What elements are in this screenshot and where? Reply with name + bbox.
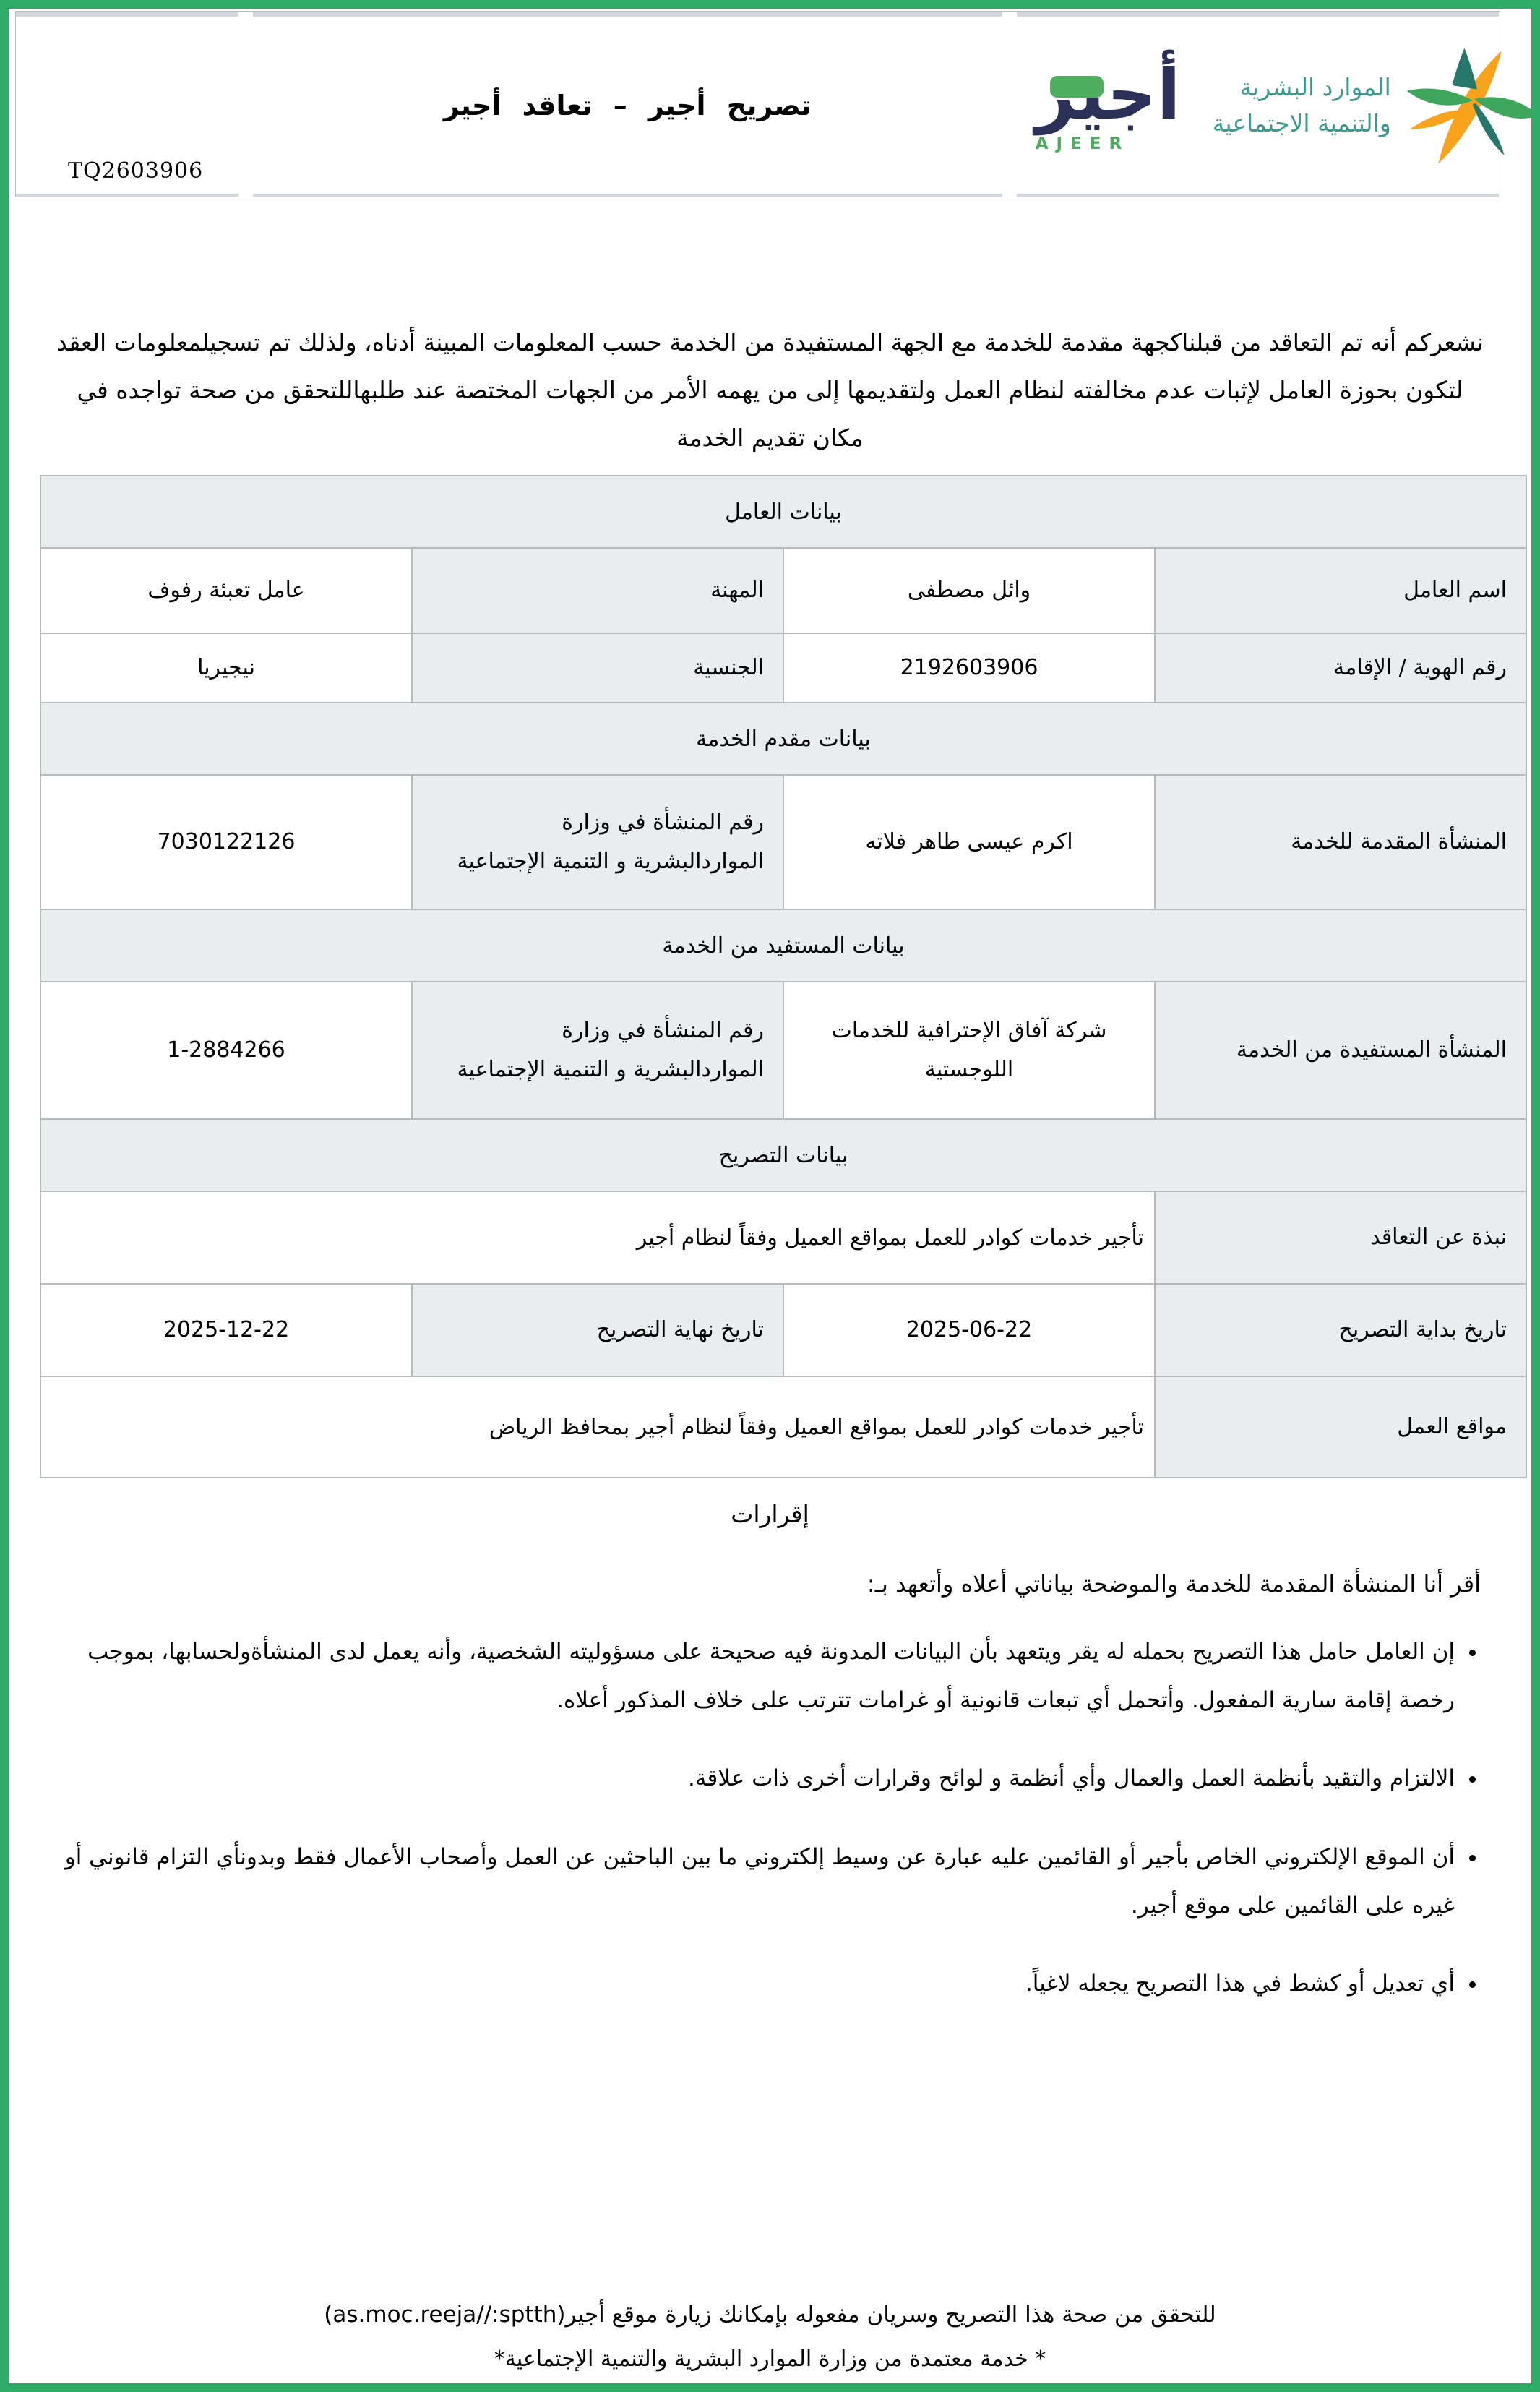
worker-name-row <box>40 548 1526 633</box>
beneficiary-section-title: بيانات المستفيد من الخدمة <box>40 909 1526 982</box>
page-title: تصريح أجير – تعاقد أجير <box>443 89 812 121</box>
permit-number: TQ2603906 <box>68 158 204 184</box>
ministry-logo <box>1213 45 1540 166</box>
ajeer-arabic-wordmark: أجير <box>1035 53 1181 135</box>
declarations-heading: إقرارات <box>731 1500 809 1528</box>
permit-dates-row <box>40 1284 1526 1376</box>
provider-section-title: بيانات مقدم الخدمة <box>40 703 1526 775</box>
declarations-list <box>52 1628 1488 2008</box>
provider-section-row <box>40 703 1526 775</box>
worker-profession-value: عامل تعبئة رفوف <box>40 548 412 633</box>
contract-summary-row <box>40 1191 1526 1284</box>
worker-name-label: اسم العامل <box>1155 548 1526 633</box>
worker-section-title: بيانات العامل <box>40 476 1526 548</box>
permit-section-title: بيانات التصريح <box>40 1119 1526 1191</box>
worker-nationality-label: الجنسية <box>412 633 783 703</box>
ministry-name-line2: والتنمية الاجتماعية <box>1212 108 1391 137</box>
header-title-cell <box>253 12 1002 197</box>
worker-id-value: 2192603906 <box>783 633 1155 703</box>
beneficiary-section-row <box>40 909 1526 982</box>
provider-mol-number-label: رقم المنشأة في وزارة المواردالبشرية و التنمية الإجتماعية <box>412 775 783 909</box>
header-logos-cell <box>1017 12 1499 197</box>
permit-end-date-label: تاريخ نهاية التصريح <box>412 1284 783 1376</box>
intro-paragraph: نشعركم أنه تم التعاقد من قبلناكجهة مقدمة للخدمة مع الجهة المستفيدة من الخدمة حسب المعلومات المبينة أدناه، ولذلك تم تسجيلمعلومات العقد لتكون بحوزة العامل لإثبات عدم مخالفته لنظام العمل ولتقديمها إلى من يهمه الأمر من الجهات المختصة عند طلبهاللتحقق من صحة تواجده في مكان تقديم الخدمة <box>56 328 1484 452</box>
provider-row <box>40 775 1526 909</box>
provider-establishment-label: المنشأة المقدمة للخدمة <box>1155 775 1526 909</box>
beneficiary-establishment-label: المنشأة المستفيدة من الخدمة <box>1155 982 1526 1119</box>
header-left-cell <box>16 12 238 197</box>
worker-section-row <box>40 476 1526 548</box>
provider-establishment-value: اكرم عيسى طاهر فلاته <box>783 775 1155 909</box>
beneficiary-establishment-value: شركة آفاق الإحترافية للخدمات اللوجستية <box>783 982 1155 1119</box>
beneficiary-mol-number-label: رقم المنشأة في وزارة المواردالبشرية و التنمية الإجتماعية <box>412 982 783 1119</box>
worker-id-row <box>40 633 1526 703</box>
worker-profession-label: المهنة <box>412 548 783 633</box>
declaration-item: • أي تعديل أو كشط في هذا التصريح يجعله لاغياً. <box>52 1960 1458 2008</box>
work-locations-label: مواقع العمل <box>1155 1376 1526 1478</box>
declarations-intro: أقر أنا المنشأة المقدمة للخدمة والموضحة بياناتي أعلاه وأتعهد بـ: <box>866 1570 1481 1598</box>
worker-nationality-value: نيجيريا <box>40 633 412 703</box>
beneficiary-mol-number-value: 1-2884266 <box>40 982 412 1119</box>
ministry-name <box>1213 69 1391 141</box>
worker-name-value: وائل مصطفى <box>783 548 1155 633</box>
permit-start-date-label: تاريخ بداية التصريح <box>1155 1284 1526 1376</box>
permit-section-row <box>40 1119 1526 1191</box>
header <box>15 11 1500 197</box>
declaration-item: • إن العامل حامل هذا التصريح بحمله له يقر ويتعهد بأن البيانات المدونة فيه صحيحة على مسؤوليته الشخصية، وأنه يعمل لدى المنشأةولحسابها، بموجب رخصة إقامة سارية المفعول. وأتحمل أي تبعات قانونية أو غرامات تترتب على خلاف المذكور أعلاه. <box>52 1628 1458 1724</box>
beneficiary-row <box>40 982 1526 1119</box>
declaration-item: • أن الموقع الإلكتروني الخاص بأجير أو القائمين عليه عبارة عن وسيط إلكتروني ما بين الباحثين عن العمل وأصحاب الأعمال فقط وبدونأي التزام قانوني أو غيره على القائمين على موقع أجير. <box>52 1833 1458 1929</box>
verify-line <box>9 2302 1531 2328</box>
approved-service-line: * خدمة معتمدة من وزارة الموارد البشرية والتنمية الإجتماعية* <box>494 2346 1046 2372</box>
verify-url: (as.moc.reeja//:sptth) <box>324 2302 566 2328</box>
permit-end-date-value: 2025-12-22 <box>40 1284 412 1376</box>
footer <box>9 2302 1531 2372</box>
worker-id-label: رقم الهوية / الإقامة <box>1155 633 1526 703</box>
ministry-name-line1: الموارد البشرية <box>1239 73 1391 101</box>
declaration-item: • الالتزام والتقيد بأنظمة العمل والعمال وأي أنظمة و لوائح وقرارات أخرى ذات علاقة. <box>52 1754 1458 1803</box>
permit-start-date-value: 2025-06-22 <box>783 1284 1155 1376</box>
verify-text: للتحقق من صحة هذا التصريح وسريان مفعوله بإمكانك زيارة موقع أجير <box>565 2302 1216 2328</box>
contract-summary-value: تأجير خدمات كوادر للعمل بمواقع العميل وفقاً لنظام أجير <box>40 1191 1155 1284</box>
contract-summary-label: نبذة عن التعاقد <box>1155 1191 1526 1284</box>
ajeer-latin-wordmark: AJEER <box>1035 134 1130 154</box>
work-locations-value: تأجير خدمات كوادر للعمل بمواقع العميل وفقاً لنظام أجير بمحافظ الرياض <box>40 1376 1155 1478</box>
ministry-emblem-icon <box>1404 45 1540 166</box>
work-locations-row <box>40 1376 1526 1478</box>
ajeer-logo <box>1035 53 1181 154</box>
permit-details-table <box>40 475 1527 1478</box>
provider-mol-number-value: 7030122126 <box>40 775 412 909</box>
